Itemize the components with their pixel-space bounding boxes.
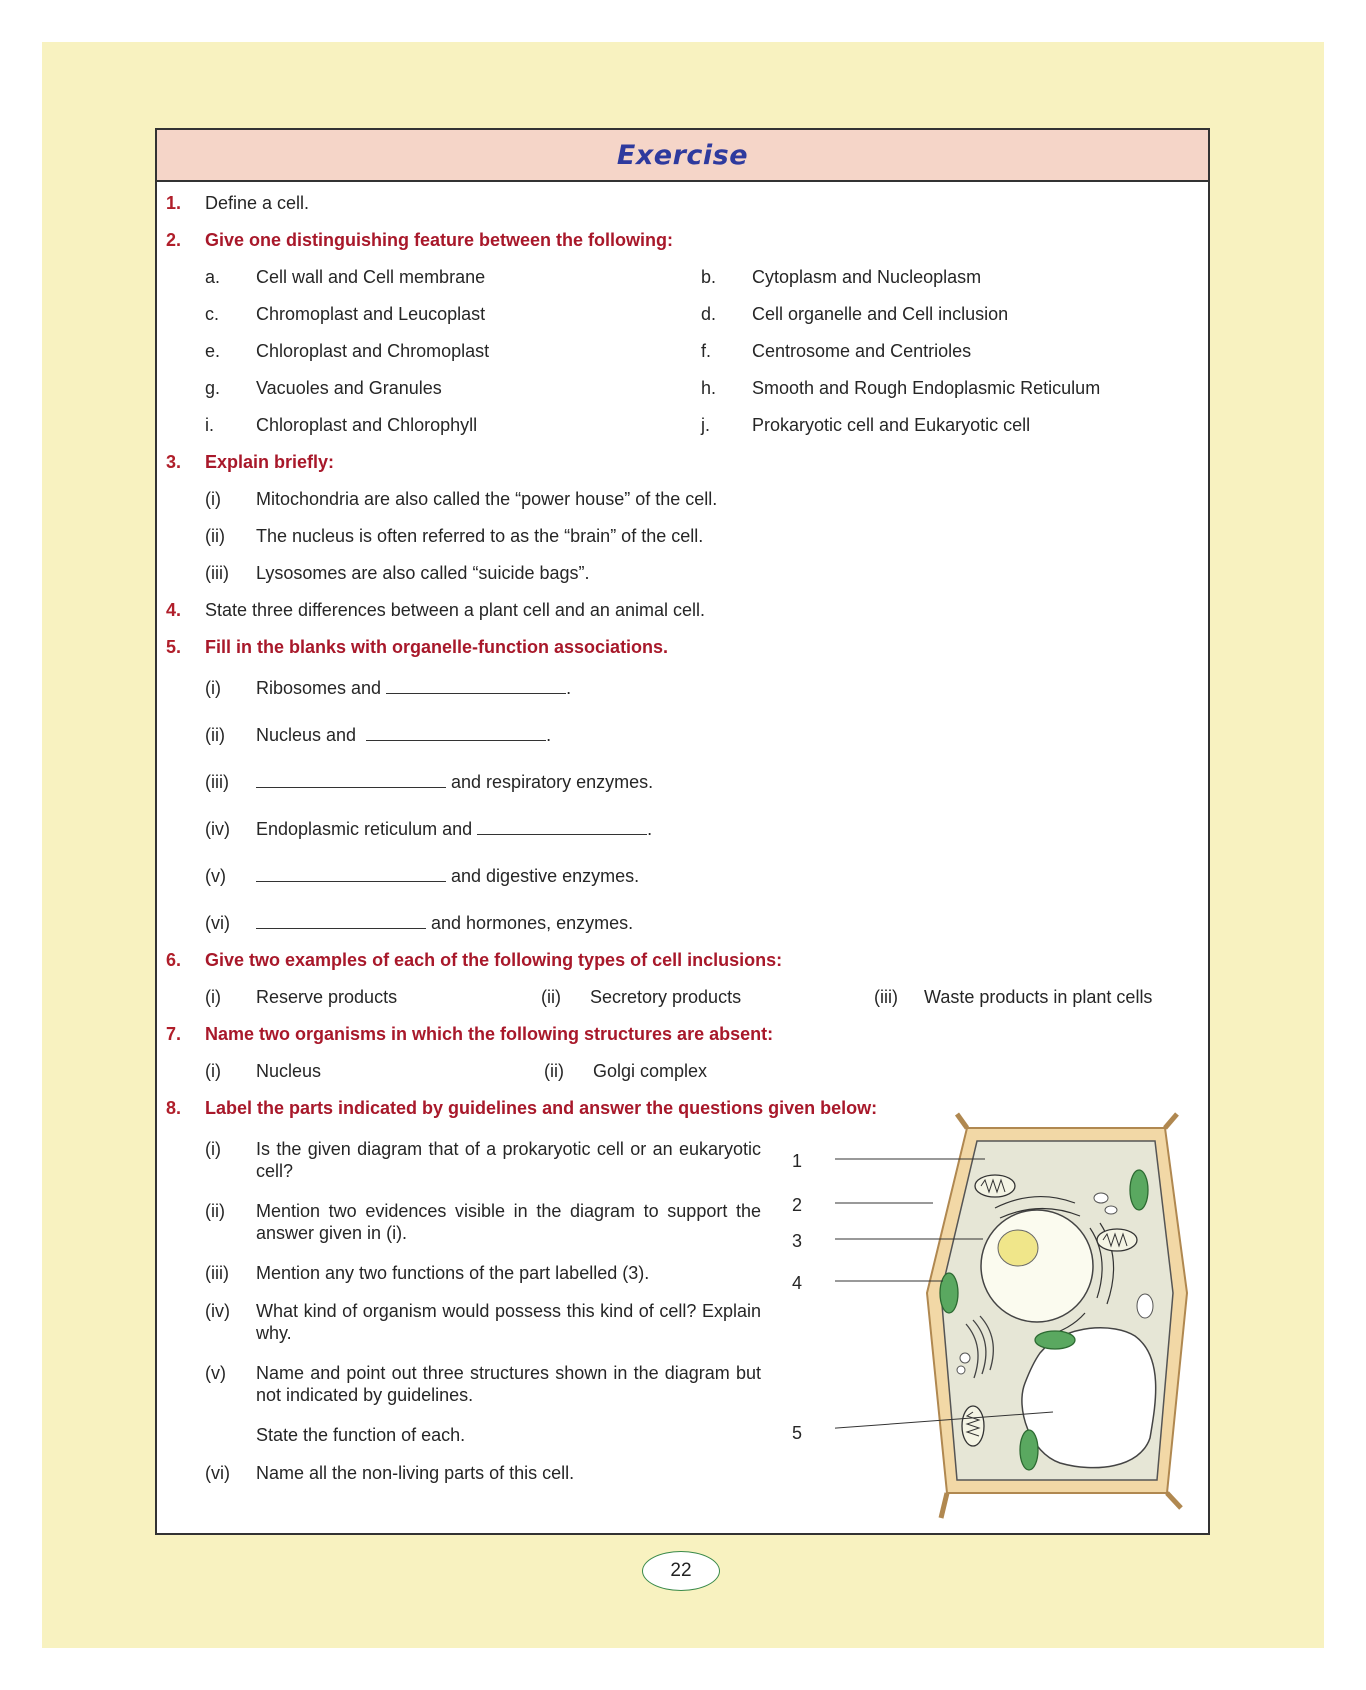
q6-item-label: (ii) [541, 987, 561, 1007]
q6-item-text: Reserve products [256, 987, 398, 1007]
answer-blank[interactable] [366, 724, 546, 741]
q2-item-label: e. [205, 341, 221, 361]
q5-item-label: (iv) [205, 819, 230, 839]
mitochondrion [962, 1406, 984, 1446]
q5-item-fill: and digestive enzymes. [256, 865, 639, 887]
mitochondrion [975, 1175, 1015, 1197]
q2-item-text: Smooth and Rough Endoplasmic Reticulum [752, 378, 1101, 398]
q8-item-label: (iii) [205, 1263, 229, 1283]
q2-item-label: i. [205, 415, 214, 435]
q5-item-fill: Nucleus and . [256, 725, 552, 745]
diagram-label: 5 [792, 1423, 803, 1443]
diagram-label: 1 [792, 1151, 803, 1171]
q2-number: 2. [166, 230, 182, 250]
q7-heading: Name two organisms in which the following structures are absent: [205, 1024, 774, 1044]
q8-item-text: Name and point out three structures shown in the diagram but not indicated by guidelines. [256, 1363, 761, 1405]
q2-item-text: Chromoplast and Leucoplast [256, 304, 486, 324]
q6-heading: Give two examples of each of the following types of cell inclusions: [205, 950, 783, 970]
q6-number: 6. [166, 950, 182, 970]
q5-heading: Fill in the blanks with organelle-function associations. [205, 637, 669, 657]
q8-item-label: (iv) [205, 1301, 230, 1321]
q3-item-label: (i) [205, 489, 221, 509]
q4-text: State three differences between a plant cell and an animal cell. [205, 600, 705, 620]
q5-item-label: (i) [205, 678, 221, 698]
answer-blank[interactable] [256, 912, 426, 929]
q2-item-text: Vacuoles and Granules [256, 378, 442, 398]
q7-item-text: Nucleus [256, 1061, 322, 1081]
q5-item-fill: and hormones, enzymes. [256, 912, 633, 934]
q2-item-text: Cell wall and Cell membrane [256, 267, 486, 287]
q3-item-text: The nucleus is often referred to as the “brain” of the cell. [256, 526, 704, 546]
diagram-label: 2 [792, 1195, 803, 1215]
answer-blank[interactable] [256, 771, 446, 788]
q2-item-label: f. [701, 341, 712, 361]
page-number-text: 22 [670, 1560, 692, 1581]
answer-blank[interactable] [256, 865, 446, 882]
q7-item-label: (i) [205, 1061, 221, 1081]
q8-item-label: (vi) [205, 1463, 230, 1483]
diagram-label: 4 [792, 1273, 803, 1293]
q6-item-label: (iii) [874, 987, 898, 1007]
answer-blank[interactable] [477, 818, 647, 835]
q8-item-label: (v) [205, 1363, 226, 1383]
q2-item-text: Prokaryotic cell and Eukaryotic cell [752, 415, 1031, 435]
q7-number: 7. [166, 1024, 182, 1044]
q3-item-label: (iii) [205, 563, 229, 583]
q8-item-label: (i) [205, 1139, 221, 1159]
q5-number: 5. [166, 637, 182, 657]
q2-heading: Give one distinguishing feature between the following: [205, 230, 674, 250]
q8-item-text: State the function of each. [256, 1425, 466, 1445]
q6-item-text: Secretory products [590, 987, 742, 1007]
q2-item-text: Chloroplast and Chlorophyll [256, 415, 478, 435]
q1-text: Define a cell. [205, 193, 310, 213]
q3-item-label: (ii) [205, 526, 225, 546]
q2-item-text: Chloroplast and Chromoplast [256, 341, 490, 361]
q8-heading: Label the parts indicated by guidelines and answer the questions given below: [205, 1098, 878, 1118]
q5-item-fill: Endoplasmic reticulum and . [256, 819, 653, 839]
q2-item-text: Centrosome and Centrioles [752, 341, 972, 361]
mitochondrion [1097, 1229, 1137, 1251]
q2-item-label: a. [205, 267, 221, 287]
q2-item-label: j. [701, 415, 710, 435]
q2-item-text: Cell organelle and Cell inclusion [752, 304, 1009, 324]
q2-item-label: d. [701, 304, 717, 324]
q5-item-label: (vi) [205, 913, 230, 933]
page-title: Exercise [616, 139, 749, 171]
q5-item-label: (v) [205, 866, 226, 886]
page-number [642, 1551, 720, 1591]
q8-item-text: What kind of organism would possess this kind of cell? Explain why. [256, 1301, 761, 1343]
diagram-label: 3 [792, 1231, 803, 1251]
q3-item-text: Mitochondria are also called the “power house” of the cell. [256, 489, 718, 509]
q8-number: 8. [166, 1098, 182, 1118]
q5-item-label: (ii) [205, 725, 225, 745]
q5-item-fill: Ribosomes and . [256, 678, 572, 698]
q4-number: 4. [166, 600, 182, 620]
q5-item-label: (iii) [205, 772, 229, 792]
nucleus [981, 1210, 1093, 1322]
q2-item-label: g. [205, 378, 221, 398]
q2-item-label: c. [205, 304, 220, 324]
q2-item-label: h. [701, 378, 717, 398]
q1-number: 1. [166, 193, 182, 213]
q8-item-text: Mention any two functions of the part labelled (3). [256, 1263, 650, 1283]
q6-item-label: (i) [205, 987, 221, 1007]
nucleolus [998, 1230, 1038, 1266]
q2-item-text: Cytoplasm and Nucleoplasm [752, 267, 982, 287]
q3-item-text: Lysosomes are also called “suicide bags”. [256, 563, 590, 583]
exercise-header [157, 130, 1208, 182]
q3-heading: Explain briefly: [205, 452, 335, 472]
q8-item-text: Name all the non-living parts of this cell. [256, 1463, 575, 1483]
q6-item-text: Waste products in plant cells [924, 987, 1153, 1007]
q7-item-label: (ii) [544, 1061, 564, 1081]
q2-item-label: b. [701, 267, 717, 287]
answer-blank[interactable] [386, 677, 566, 694]
q8-item-text: Mention two evidences visible in the diagram to support the answer given in (i). [256, 1201, 761, 1243]
plant-cell-diagram [835, 1108, 1210, 1528]
q3-number: 3. [166, 452, 182, 472]
q8-item-text: Is the given diagram that of a prokaryotic cell or an eukaryotic cell? [256, 1139, 761, 1181]
q7-item-text: Golgi complex [593, 1061, 708, 1081]
q5-item-fill: and respiratory enzymes. [256, 771, 653, 793]
q8-item-label: (ii) [205, 1201, 225, 1221]
